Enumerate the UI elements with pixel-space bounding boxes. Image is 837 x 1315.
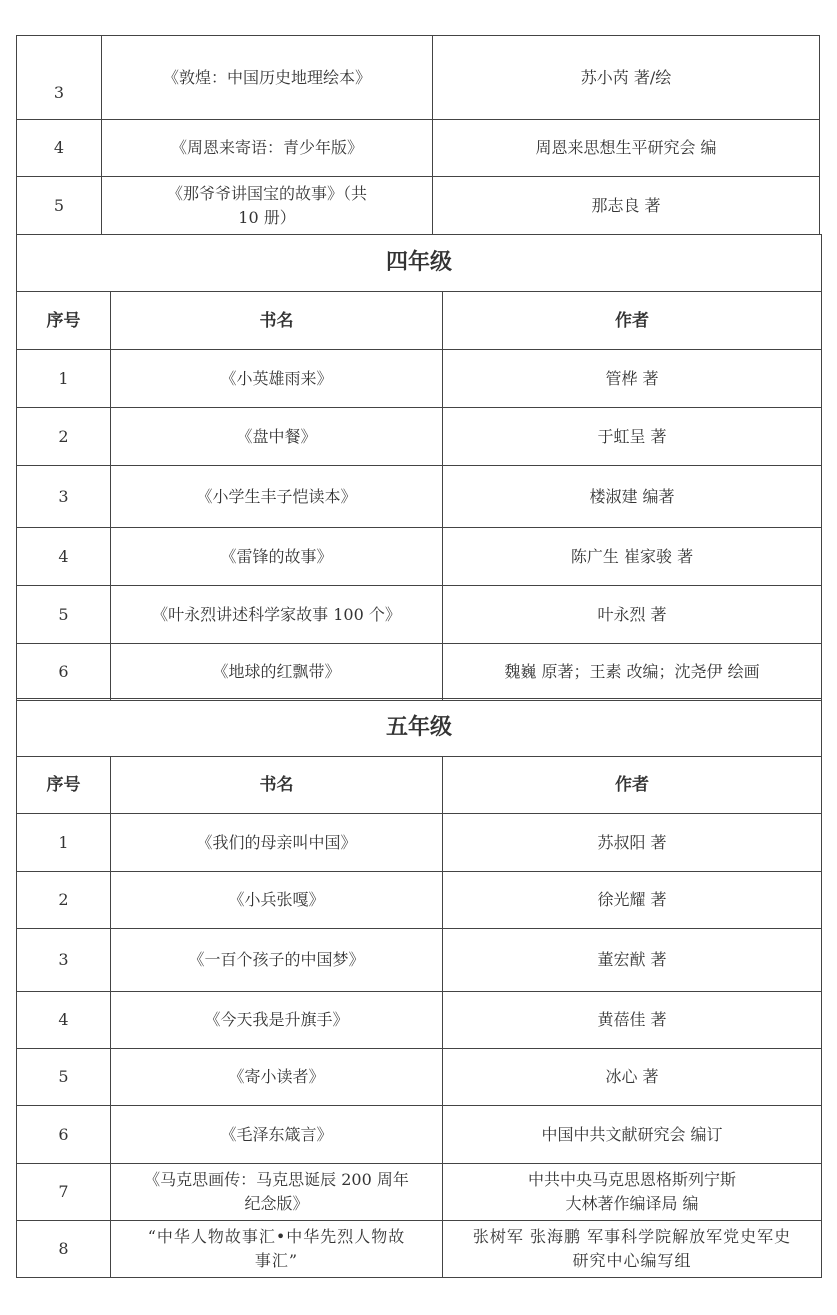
- table-row: [17, 408, 822, 466]
- row-number: 5: [17, 177, 102, 235]
- book-author: 徐光耀 著: [443, 872, 822, 929]
- book-title: [111, 1164, 443, 1221]
- book-title: 《叶永烈讲述科学家故事 100 个》: [111, 586, 443, 644]
- table-row: [17, 120, 820, 177]
- row-number: 3: [17, 929, 111, 992]
- book-author: 冰心 著: [443, 1049, 822, 1106]
- table-row: [17, 1049, 822, 1106]
- book-author: 陈广生 崔家骏 著: [443, 528, 822, 586]
- book-author: 于虹呈 著: [443, 408, 822, 466]
- grade3-book-table: [16, 35, 820, 235]
- book-title-line: 事汇”: [254, 1251, 299, 1270]
- book-title: 《敦煌：中国历史地理绘本》: [102, 36, 433, 120]
- book-author: 叶永烈 著: [443, 586, 822, 644]
- row-number: 4: [17, 992, 111, 1049]
- book-title: 《寄小读者》: [111, 1049, 443, 1106]
- column-header-author: 作者: [443, 292, 822, 350]
- row-number: 2: [17, 408, 111, 466]
- row-number: 1: [17, 814, 111, 872]
- book-author: 管桦 著: [443, 350, 822, 408]
- grade5-book-table: [16, 698, 822, 1278]
- grade-title: 四年级: [17, 235, 822, 292]
- grade-title-row: [17, 235, 822, 292]
- row-number: 2: [17, 872, 111, 929]
- book-title: 《地球的红飘带》: [111, 644, 443, 701]
- column-header-author: 作者: [443, 757, 822, 814]
- row-number: 7: [17, 1164, 111, 1221]
- row-number: 5: [17, 586, 111, 644]
- book-title: 《小英雄雨来》: [111, 350, 443, 408]
- row-number: 4: [17, 528, 111, 586]
- book-title: [102, 177, 433, 235]
- table-row: [17, 814, 822, 872]
- row-number: 6: [17, 644, 111, 701]
- table-row: [17, 1164, 822, 1221]
- table-row: [17, 528, 822, 586]
- book-title: 《一百个孩子的中国梦》: [111, 929, 443, 992]
- book-author: [443, 1164, 822, 1221]
- book-author: 周恩来思想生平研究会 编: [433, 120, 820, 177]
- book-author: [443, 1221, 822, 1278]
- row-number: 3: [17, 36, 102, 120]
- book-title: 《我们的母亲叫中国》: [111, 814, 443, 872]
- table-row: [17, 929, 822, 992]
- book-author: 中国中共文献研究会 编订: [443, 1106, 822, 1164]
- table-row: [17, 586, 822, 644]
- book-author: 董宏猷 著: [443, 929, 822, 992]
- table-row: [17, 1106, 822, 1164]
- book-title-line: 《那爷爷讲国宝的故事》（共: [166, 183, 367, 203]
- row-number: 6: [17, 1106, 111, 1164]
- book-author: 那志良 著: [433, 177, 820, 235]
- book-title: 《毛泽东箴言》: [111, 1106, 443, 1164]
- book-title: 《今天我是升旗手》: [111, 992, 443, 1049]
- header-row: [17, 757, 822, 814]
- row-number: 5: [17, 1049, 111, 1106]
- grade4-book-table: [16, 234, 822, 701]
- table-row: [17, 466, 822, 528]
- row-number: 4: [17, 120, 102, 177]
- grade-title: 五年级: [17, 699, 822, 757]
- book-title-line: “中华人物故事汇•中华先烈人物故: [147, 1227, 406, 1246]
- column-header-title: 书名: [111, 292, 443, 350]
- book-author-line: 大林著作编译局 编: [565, 1194, 699, 1213]
- table-row: [17, 644, 822, 701]
- column-header-no: 序号: [17, 292, 111, 350]
- grade-title-row: [17, 699, 822, 757]
- header-row: [17, 292, 822, 350]
- table-row: [17, 992, 822, 1049]
- row-number: 8: [17, 1221, 111, 1278]
- book-author: 苏叔阳 著: [443, 814, 822, 872]
- book-title: 《周恩来寄语：青少年版》: [102, 120, 433, 177]
- row-number: 1: [17, 350, 111, 408]
- book-title-line: 10 册）: [238, 207, 296, 227]
- book-author-line: 张树军 张海鹏 军事科学院解放军党史军史: [472, 1227, 792, 1246]
- column-header-no: 序号: [17, 757, 111, 814]
- table-row: [17, 350, 822, 408]
- book-author: 黄蓓佳 著: [443, 992, 822, 1049]
- book-title: 《小学生丰子恺读本》: [111, 466, 443, 528]
- row-number: 3: [17, 466, 111, 528]
- book-author-line: 中共中央马克思恩格斯列宁斯: [528, 1170, 737, 1189]
- table-row: [17, 177, 820, 235]
- book-title: 《小兵张嘎》: [111, 872, 443, 929]
- table-row: [17, 872, 822, 929]
- book-author-line: 研究中心编写组: [572, 1251, 692, 1270]
- book-author: 魏巍 原著；王素 改编；沈尧伊 绘画: [443, 644, 822, 701]
- column-header-title: 书名: [111, 757, 443, 814]
- book-author: 楼淑建 编著: [443, 466, 822, 528]
- book-title: 《雷锋的故事》: [111, 528, 443, 586]
- table-row: [17, 36, 820, 120]
- book-author: 苏小芮 著/绘: [433, 36, 820, 120]
- table-row: [17, 1221, 822, 1278]
- book-title-line: 纪念版》: [244, 1194, 309, 1213]
- book-title: [111, 1221, 443, 1278]
- book-title-line: 《马克思画传：马克思诞辰 200 周年: [144, 1170, 409, 1189]
- book-title: 《盘中餐》: [111, 408, 443, 466]
